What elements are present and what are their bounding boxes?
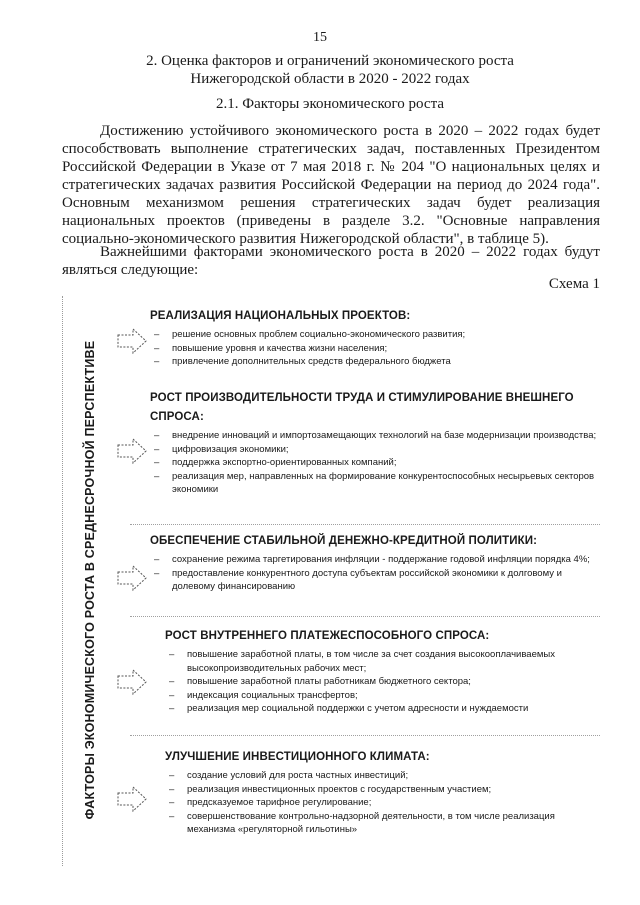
dash-marker: – (154, 329, 160, 340)
list-item-text: внедрение инноваций и импортозамещающих технологий на базе модернизации производства; (172, 430, 597, 441)
list-item (150, 553, 600, 567)
list-item (165, 810, 600, 837)
dash-marker: – (154, 356, 160, 367)
block-separator (130, 735, 600, 736)
list-item-text: повышение заработной платы работникам бюджетного сектора; (187, 676, 471, 687)
list-item-text: индексация социальных трансфертов; (187, 689, 358, 701)
section-title (60, 52, 600, 88)
factor-block-investment-climate (165, 748, 600, 837)
dash-marker: – (154, 443, 160, 455)
list-item (150, 355, 600, 369)
factor-title: УЛУЧШЕНИЕ ИНВЕСТИЦИОННОГО КЛИМАТА: (165, 751, 430, 763)
dash-marker: – (169, 689, 175, 701)
subsection-title: 2.1. Факторы экономического роста (216, 96, 444, 112)
list-item (150, 342, 600, 356)
paragraph-line: стратегических задачах развития Российской Федерации на период до 2024 года". (62, 177, 600, 193)
factor-title-line: РОСТ ПРОИЗВОДИТЕЛЬНОСТИ ТРУДА И СТИМУЛИРОВАНИЕ ВНЕШНЕГО (150, 392, 574, 404)
dash-marker: – (169, 783, 175, 795)
dash-marker: – (169, 676, 175, 687)
dash-marker: – (169, 649, 175, 660)
list-item (165, 769, 600, 783)
list-item (165, 689, 600, 703)
paragraph-factors (62, 243, 600, 279)
factor-list (150, 429, 600, 497)
block-separator (130, 616, 600, 617)
factor-block-national-projects (150, 307, 600, 369)
factor-list (165, 769, 600, 837)
dash-marker: – (154, 430, 160, 441)
factor-title: ОБЕСПЕЧЕНИЕ СТАБИЛЬНОЙ ДЕНЕЖНО-КРЕДИТНОЙ ПОЛИТИКИ: (150, 535, 538, 547)
dash-marker: – (154, 567, 160, 579)
diagram-vertical-title-box (70, 330, 110, 830)
factor-block-domestic-demand (165, 627, 600, 716)
factor-list (165, 648, 600, 716)
factor-title: РОСТ ВНУТРЕННЕГО ПЛАТЕЖЕСПОСОБНОГО СПРОСА: (165, 630, 490, 642)
dash-marker: – (169, 797, 175, 808)
list-item (150, 429, 600, 443)
dash-marker: – (154, 554, 160, 565)
arrow-right-icon (117, 785, 147, 813)
list-item-text: повышение уровня и качества жизни населения; (172, 342, 388, 354)
paragraph-line: являться следующие: (62, 262, 199, 278)
paragraph-line: Российской Федерации в Указе от 7 мая 2018 г. № 204 "О национальных целях и (62, 159, 600, 175)
list-item (150, 443, 600, 457)
paragraph-line: Важнейшими факторами экономического роста в 2020 – 2022 годах будут (100, 244, 600, 260)
arrow-right-icon (117, 327, 147, 355)
dash-marker: – (169, 810, 175, 822)
list-item-text: предсказуемое тарифное регулирование; (187, 797, 372, 808)
block-separator (130, 524, 600, 525)
list-item-text: реализация мер, направленных на формирование конкурентоспособных несырьевых секторов экономики (172, 470, 595, 495)
factor-list (150, 553, 600, 594)
section-title-line: 2. Оценка факторов и ограничений экономического роста (146, 53, 514, 69)
list-item (165, 796, 600, 810)
factor-list (150, 328, 600, 369)
factor-title (150, 389, 600, 427)
factor-block-productivity (150, 389, 600, 497)
list-item-text: совершенствование контрольно-надзорной деятельности, в том числе реализация механизма «регуляторной гильотины» (187, 810, 555, 835)
list-item (150, 456, 600, 470)
section-title-line: Нижегородской области в 2020 - 2022 годах (190, 71, 470, 87)
page-number: 15 (313, 30, 327, 45)
paragraph-line: национальных проектов (приведены в разделе 3.2. "Основные направления (62, 213, 600, 229)
arrow-right-icon (117, 437, 147, 465)
list-item-text: сохранение режима таргетирования инфляции - поддержание годовой инфляции порядка 4%; (172, 554, 590, 565)
list-item-text: повышение заработной платы, в том числе за счет создания высокооплачиваемых высокопроизводительных рабочих мест; (187, 649, 555, 674)
list-item-text: реализация инвестиционных проектов с государственным участием; (187, 783, 492, 795)
list-item-text: решение основных проблем социально-экономического развития; (172, 329, 466, 340)
arrow-right-icon (117, 668, 147, 696)
arrow-right-icon (117, 564, 147, 592)
dash-marker: – (169, 703, 175, 714)
dash-marker: – (154, 470, 160, 482)
scheme-label: Схема 1 (548, 276, 600, 292)
diagram-vertical-title: ФАКТОРЫ ЭКОНОМИЧЕСКОГО РОСТА В СРЕДНЕСРОЧНОЙ ПЕРСПЕКТИВЕ (83, 340, 97, 820)
dash-marker: – (154, 342, 160, 354)
list-item (150, 470, 600, 497)
list-item-text: предоставление конкурентного доступа субъектам российской экономики к долговому и долевому финансированию (172, 567, 562, 592)
list-item-text: привлечение дополнительных средств федерального бюджета (172, 356, 451, 367)
paragraph-line: способствовать выполнение стратегических задач, поставленных Президентом (62, 141, 600, 157)
list-item-text: цифровизация экономики; (172, 443, 289, 455)
list-item-text: реализация мер социальной поддержки с учетом адресности и нуждаемости (187, 703, 529, 714)
list-item (150, 567, 600, 594)
list-item (165, 675, 600, 689)
list-item-text: поддержка экспортно-ориентированных компаний; (172, 457, 397, 468)
factor-block-monetary-policy (150, 532, 600, 594)
list-item (150, 328, 600, 342)
paragraph-intro (62, 122, 600, 248)
list-item (165, 783, 600, 797)
factor-title-line: СПРОСА: (150, 411, 204, 423)
dash-marker: – (169, 770, 175, 781)
paragraph-line: социально-экономического развития Нижегородской области", в таблице 5). (62, 231, 549, 247)
list-item (165, 648, 600, 675)
dash-marker: – (154, 457, 160, 468)
paragraph-line: Достижению устойчивого экономического роста в 2020 – 2022 годах будет (100, 123, 600, 139)
list-item (165, 702, 600, 716)
list-item-text: создание условий для роста частных инвестиций; (187, 770, 409, 781)
diagram-frame-line (62, 296, 64, 866)
factor-title: РЕАЛИЗАЦИЯ НАЦИОНАЛЬНЫХ ПРОЕКТОВ: (150, 310, 411, 322)
paragraph-line: Основным механизмом решения стратегических задач будет реализация (62, 195, 600, 211)
